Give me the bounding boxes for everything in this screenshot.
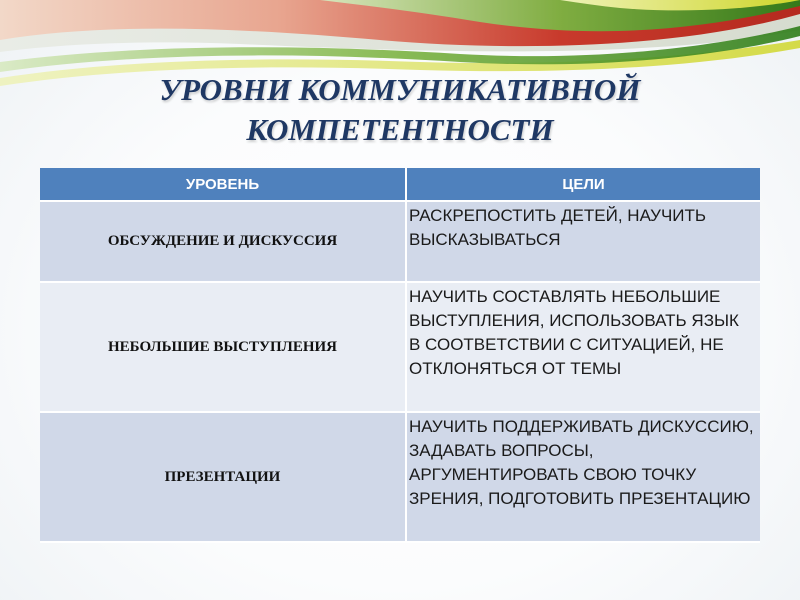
goal-cell: РАСКРЕПОСТИТЬ ДЕТЕЙ, НАУЧИТЬ ВЫСКАЗЫВАТЬСЯ [406,201,760,282]
table-row [40,201,760,282]
slide-title [100,70,700,150]
level-cell: ПРЕЗЕНТАЦИИ [40,412,406,542]
table-header-row [40,168,760,201]
header-goals: ЦЕЛИ [406,168,760,201]
level-cell: ОБСУЖДЕНИЕ И ДИСКУССИЯ [40,201,406,282]
goal-cell: НАУЧИТЬ ПОДДЕРЖИВАТЬ ДИСКУССИЮ, ЗАДАВАТЬ ВОПРОСЫ, АРГУМЕНТИРОВАТЬ СВОЮ ТОЧКУ ЗРЕНИЯ, ПОДГОТОВИТЬ ПРЕЗЕНТАЦИЮ [406,412,760,542]
goal-cell: НАУЧИТЬ СОСТАВЛЯТЬ НЕБОЛЬШИЕ ВЫСТУПЛЕНИЯ, ИСПОЛЬЗОВАТЬ ЯЗЫК В СООТВЕТСТВИИ С СИТУАЦИЕЙ, НЕ ОТКЛОНЯТЬСЯ ОТ ТЕМЫ [406,282,760,412]
table-row [40,412,760,542]
slide-title-line2: КОМПЕТЕНТНОСТИ [246,112,554,147]
level-cell: НЕБОЛЬШИЕ ВЫСТУПЛЕНИЯ [40,282,406,412]
header-level: УРОВЕНЬ [40,168,406,201]
slide-title-line1: УРОВНИ КОММУНИКАТИВНОЙ [159,72,641,107]
table-row [40,282,760,412]
levels-table [40,168,760,543]
